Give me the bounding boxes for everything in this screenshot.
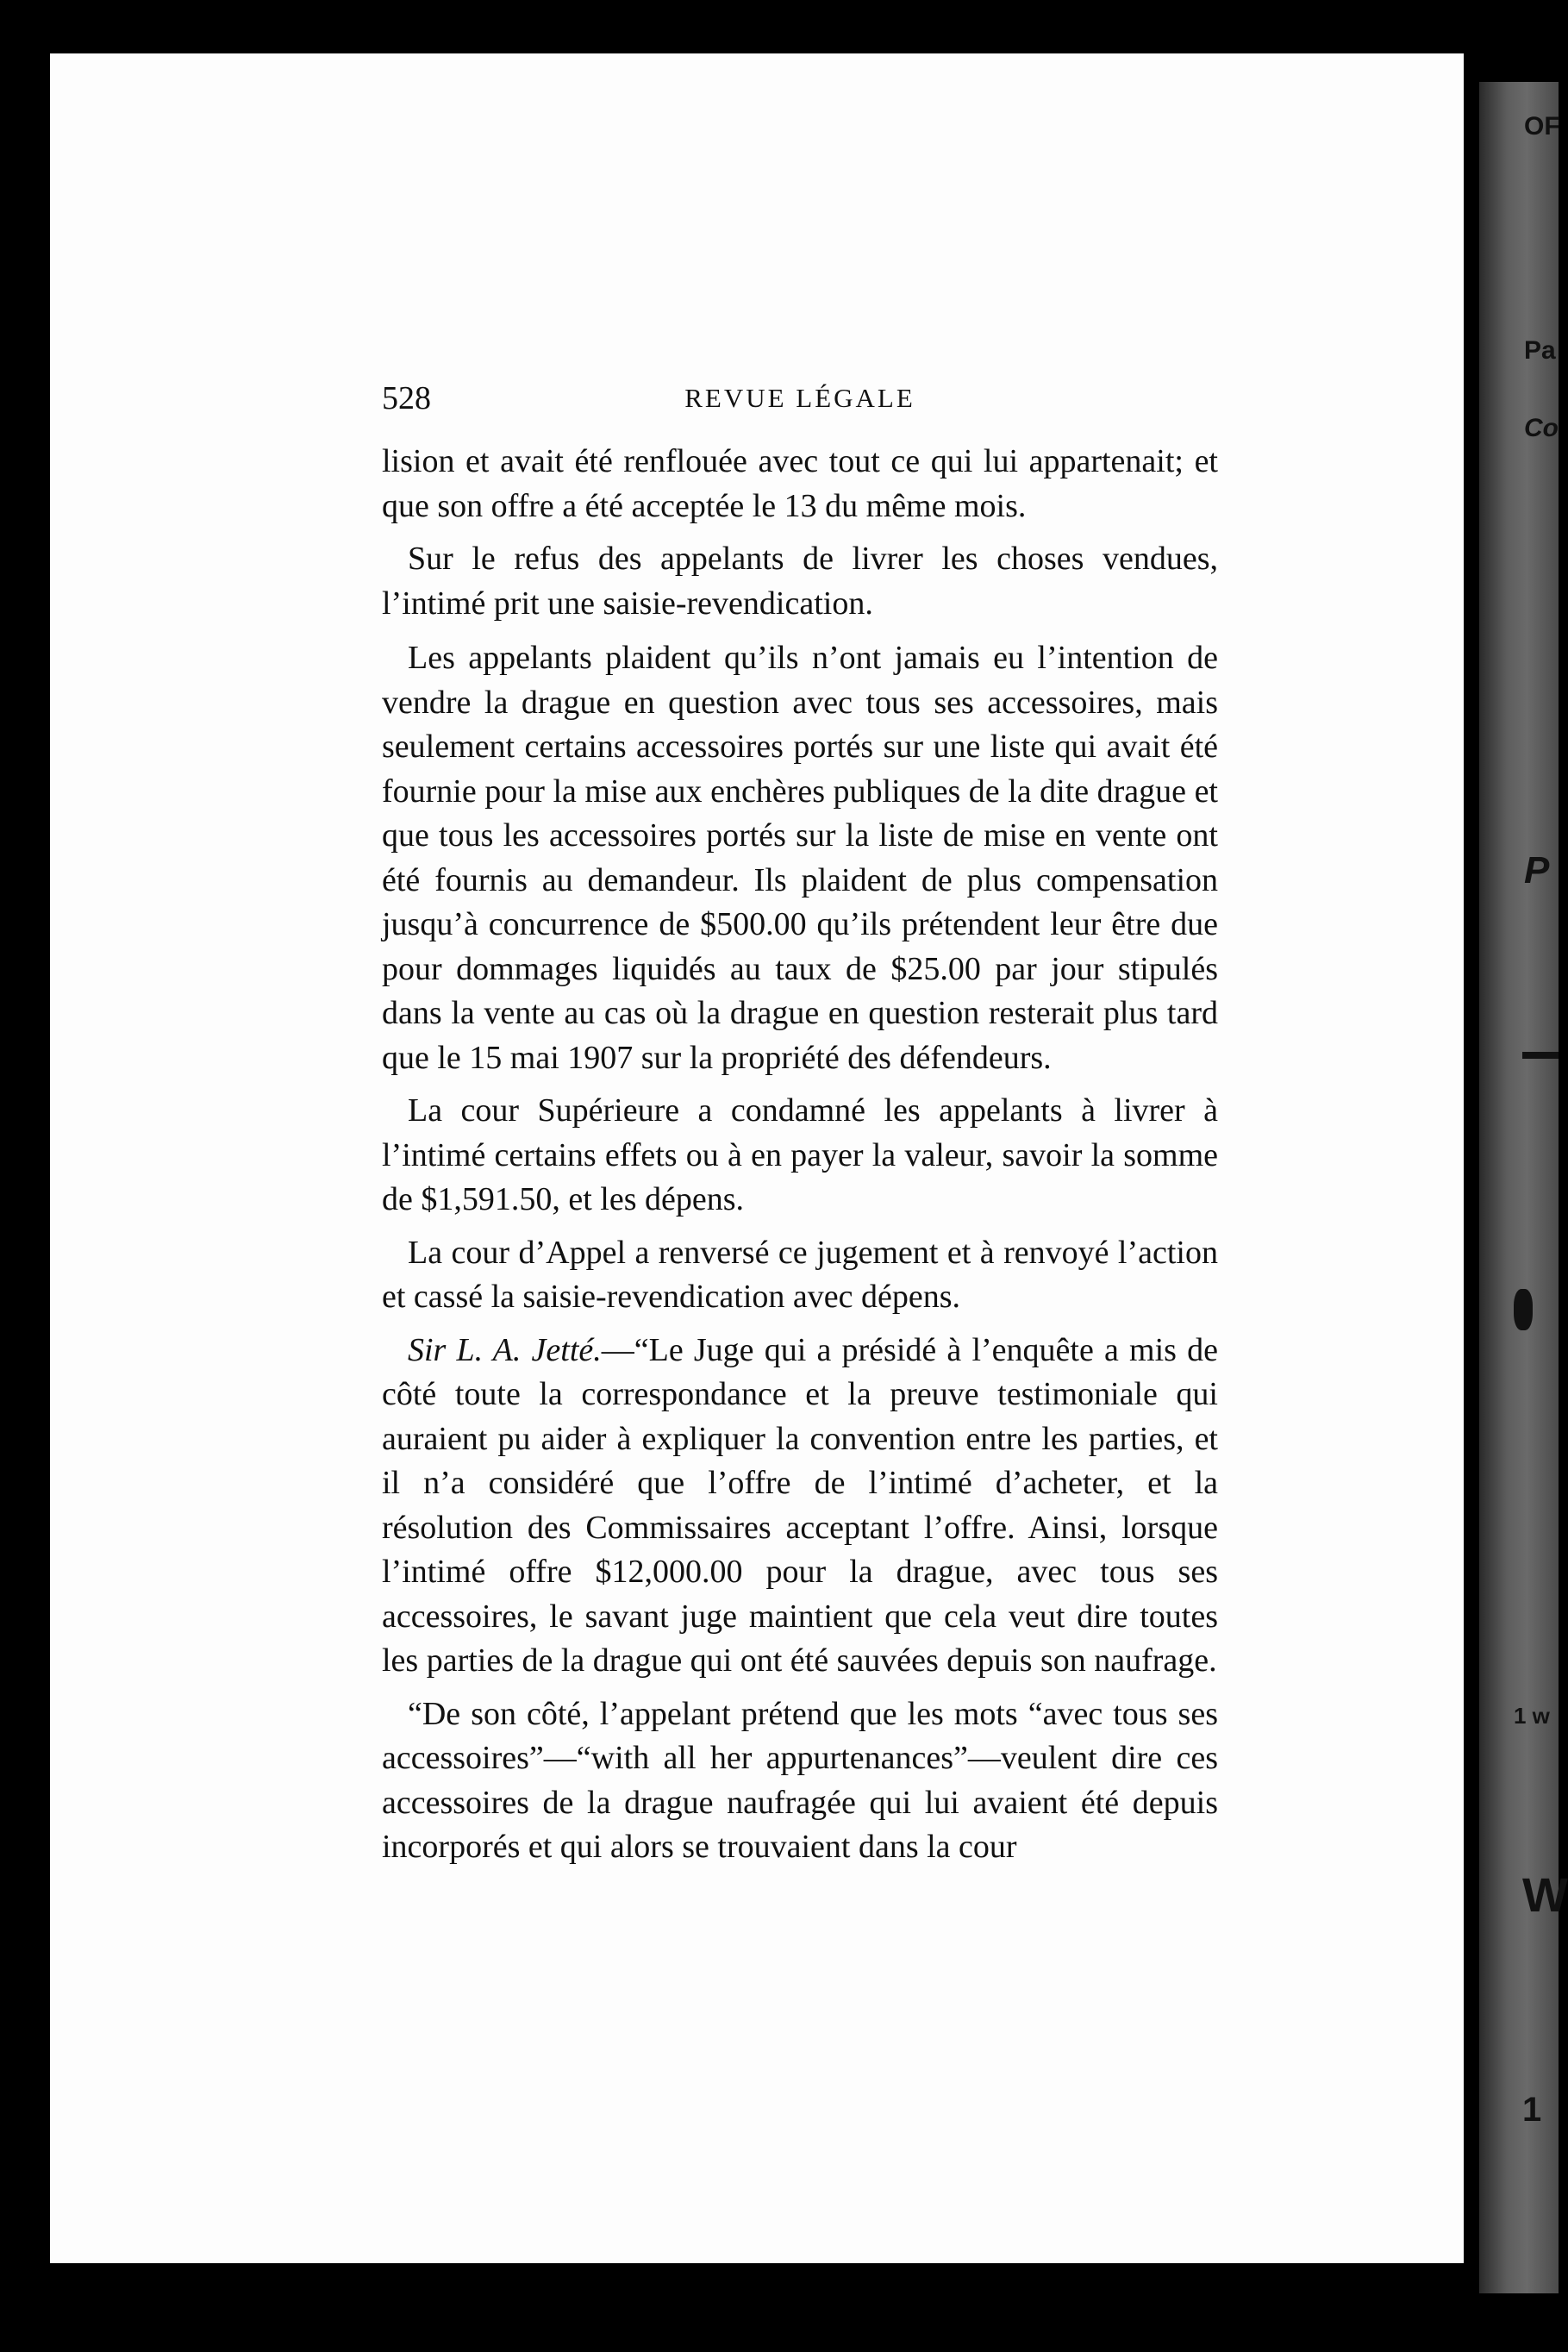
edge-fragment: OF <box>1524 112 1560 141</box>
edge-fragment: Pa <box>1524 336 1556 365</box>
body-text <box>382 440 1218 1870</box>
edge-fragment: Co <box>1524 414 1559 442</box>
paragraph: La cour Supérieure a condamné les appelants à livrer à l’intimé certains effets ou à en payer la valeur, savoir la somme de $1,591.50, et les dépens. <box>382 1092 1218 1217</box>
paragraph: La cour d’Appel a renversé ce jugement et à renvoyé l’action et cassé la saisie-revendication avec dépens. <box>382 1234 1218 1315</box>
edge-fragment: 1 <box>1522 2091 1542 2129</box>
judge-opinion-paragraph <box>382 1329 1218 1684</box>
rule-mark <box>1522 1052 1559 1059</box>
ink-mark <box>1514 1289 1533 1330</box>
running-head <box>382 379 1218 422</box>
edge-fragment: W <box>1522 1867 1568 1922</box>
edge-fragment: 1 w <box>1514 1703 1550 1729</box>
journal-title: REVUE LÉGALE <box>684 383 915 413</box>
adjacent-page-edge <box>1479 82 1568 2293</box>
opinion-text: —“Le Juge qui a présidé à l’enquête a mis de côté toute la correspondance et la preuve testimoniale qui auraient pu aider à expliquer la convention entre les parties, et il n’a considéré que l’offre de l’intimé d’acheter, et la résolution des Commissaires acceptant l’offre. Ainsi, lorsque l’intimé offre $12,000.00 pour la drague, avec tous ses accessoires, le savant juge maintient que cela veut dire toutes les parties de la drague qui ont été sauvées depuis son naufrage. <box>382 1331 1219 1679</box>
paragraph: “De son côté, l’appelant prétend que les mots “avec tous ses accessoires”—“with all her appurtenances”—veulent dire ces accessoires de la drague naufragée qui lui avaient été depuis incorporés et qui alors se trouvaient dans la cour <box>382 1695 1218 1865</box>
paragraph: lision et avait été renflouée avec tout ce qui lui appartenait; et que son offre a été acceptée le 13 du même mois. <box>382 443 1218 524</box>
paragraph: Sur le refus des appelants de livrer les choses vendues, l’intimé prit une saisie-revendication. <box>382 541 1218 622</box>
judge-name: Sir L. A. Jetté. <box>408 1331 602 1368</box>
paragraph: Les appelants plaident qu’ils n’ont jamais eu l’intention de vendre la drague en question avec tous ses accessoires, mais seulement certains accessoires portés sur une liste qui avait été fournie pour la mise aux enchères publiques de la dite drague et que tous les accessoires portés sur la liste de mise en vente ont été fournis au demandeur. Ils plaident de plus compensation jusqu’à concurrence de $500.00 qu’ils prétendent leur être due pour dommages liquidés au taux de $25.00 par jour stipulés dans la vente au cas où la drague en question resterait plus tard que le 15 mai 1907 sur la propriété des défendeurs. <box>382 640 1218 1076</box>
page-number: 528 <box>382 380 431 416</box>
edge-fragment: P <box>1524 849 1550 891</box>
